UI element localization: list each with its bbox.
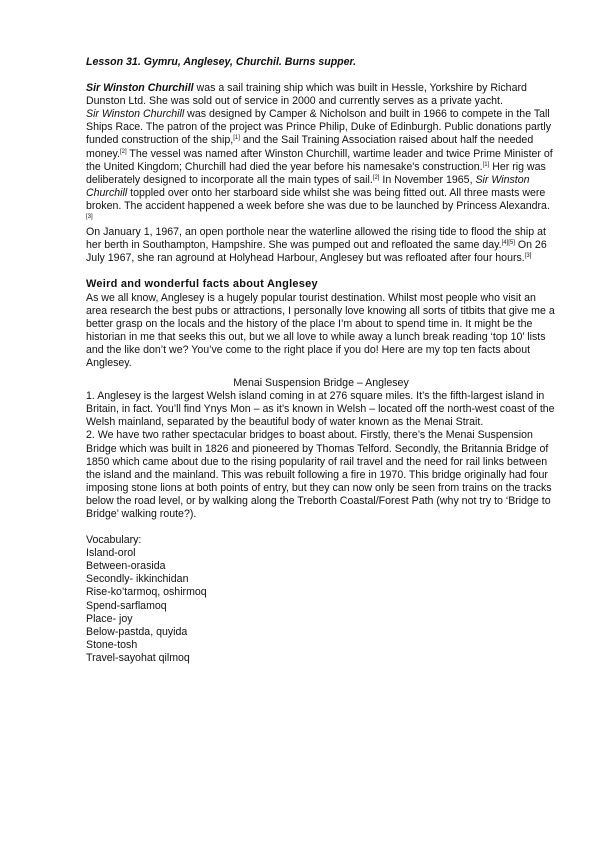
ship-text: was a sail training ship which was built in Hessle, Yorkshire by Richard Dunston Ltd. She was sold out of service in 2000 and currently serves as a private yacht. — [86, 82, 527, 108]
ship-text: On January 1, 1967, an open porthole near the waterline allowed the rising tide to flood the ship at her berth in Southampton, Hampshire. She was pumped out and refloated the same day. — [86, 226, 546, 252]
fact-1: 1. Anglesey is the largest Welsh island coming in at 276 square miles. It’s the fifth-largest island in Britain, in fact. You’ll find Ynys Mon – as it’s known in Welsh – located off the north-west coast of the Welsh mainland, separated by the beautiful body of water known as the Menai Strait. — [86, 390, 555, 429]
ship-text: In November 1965, — [379, 173, 476, 186]
vocabulary-item: Spend-sarflamoq — [86, 599, 167, 612]
vocabulary-item: Travel-sayohat qilmoq — [86, 651, 190, 664]
ship-name: Sir Winston Churchill — [86, 108, 185, 121]
ship-name: Sir Winston Churchill — [86, 82, 194, 95]
vocabulary-item: Stone-tosh — [86, 638, 138, 651]
citation-ref[interactable]: [3] — [524, 253, 532, 260]
ship-text: was designed by Camper & Nicholson and built in 1966 to compete in the Tall Ships Race. The patron of the project was Prince Philip, Duke of Edinburgh. Public donations partly funded construction of the ship, — [86, 108, 552, 147]
citation-ref[interactable]: [1] — [233, 135, 240, 142]
ship-text: The vessel was named after Winston Churchill, wartime leader and twice Prime Minister of the United Kingdom; Churchill had died the year before his namesake's construction. — [86, 147, 553, 173]
ship-paragraph-2 — [86, 108, 556, 226]
citation-ref[interactable]: [4][5] — [501, 240, 515, 247]
anglesey-heading: Weird and wonderful facts about Anglesey — [86, 278, 318, 291]
ship-paragraph-1 — [86, 82, 556, 108]
citation-ref[interactable]: [2] — [119, 148, 127, 155]
anglesey-intro: As we all know, Anglesey is a hugely popular tourist destination. Whilst most people who visit an area research the best pubs or attractions, I personally love knowing all sorts of titbits that give me a better grasp on the locals and the history of the place I’m about to spend time in. It might be the historian in me that seeks this out, but we all love to while away a lunch break reading ‘top 10’ lists and the like don’t we? You’ve come to the right place if you do! Here are my top ten facts about Anglesey. — [86, 291, 555, 369]
ship-text: Her rig was deliberately designed to incorporate all the main types of sail. — [86, 160, 546, 186]
ship-paragraph-3 — [86, 226, 556, 265]
vocabulary-item: Place- joy — [86, 612, 133, 625]
lesson-title: Lesson 31. Gymru, Anglesey, Churchil. Burns supper. — [86, 56, 357, 68]
ship-text: toppled over onto her starboard side whilst she was being fitted out. All three masts were broken. The accident happened a week before she was due to be launched by Princess Alexandra. — [86, 186, 550, 212]
citation-ref[interactable]: [2] — [372, 174, 380, 181]
document-content — [86, 56, 556, 665]
vocabulary-item: Secondly- ikkinchidan — [86, 573, 189, 586]
vocabulary-item: Below-pastda, quyida — [86, 625, 188, 638]
image-caption: Menai Suspension Bridge – Anglesey — [233, 377, 409, 390]
vocabulary-heading: Vocabulary: — [86, 534, 142, 547]
ship-name: Sir Winston Churchill — [86, 173, 530, 199]
vocabulary-item: Between-orasida — [86, 560, 166, 573]
vocabulary-item: Rise-ko’tarmoq, oshirmoq — [86, 586, 207, 599]
fact-2: 2. We have two rather spectacular bridges to boast about. Firstly, there’s the Menai Suspension Bridge which was built in 1826 and pioneered by Thomas Telford. Secondly, the Britannia Bridge of 1850 which came about due to the rising popularity of rail travel and the need for rail links between the island and the mainland. This was rebuilt following a fire in 1970. This bridge originally had four imposing stone lions at both points of entry, but they can now only be seen from trains on the tracks below the road level, or by walking along the Treborth Coastal/Forest Path (why not try to ‘Bridge to Bridge’ walking route?). — [86, 429, 552, 520]
ship-text: and the Sail Training Association raised about half the needed money. — [86, 134, 534, 160]
ship-text: On 26 July 1967, she ran aground at Holyhead Harbour, Anglesey but was refloated after four hours. — [86, 239, 547, 265]
vocabulary-list — [86, 547, 556, 665]
vocabulary-item: Island-orol — [86, 547, 136, 560]
citation-ref[interactable]: [1] — [482, 161, 490, 168]
citation-ref[interactable]: [3] — [86, 214, 93, 221]
